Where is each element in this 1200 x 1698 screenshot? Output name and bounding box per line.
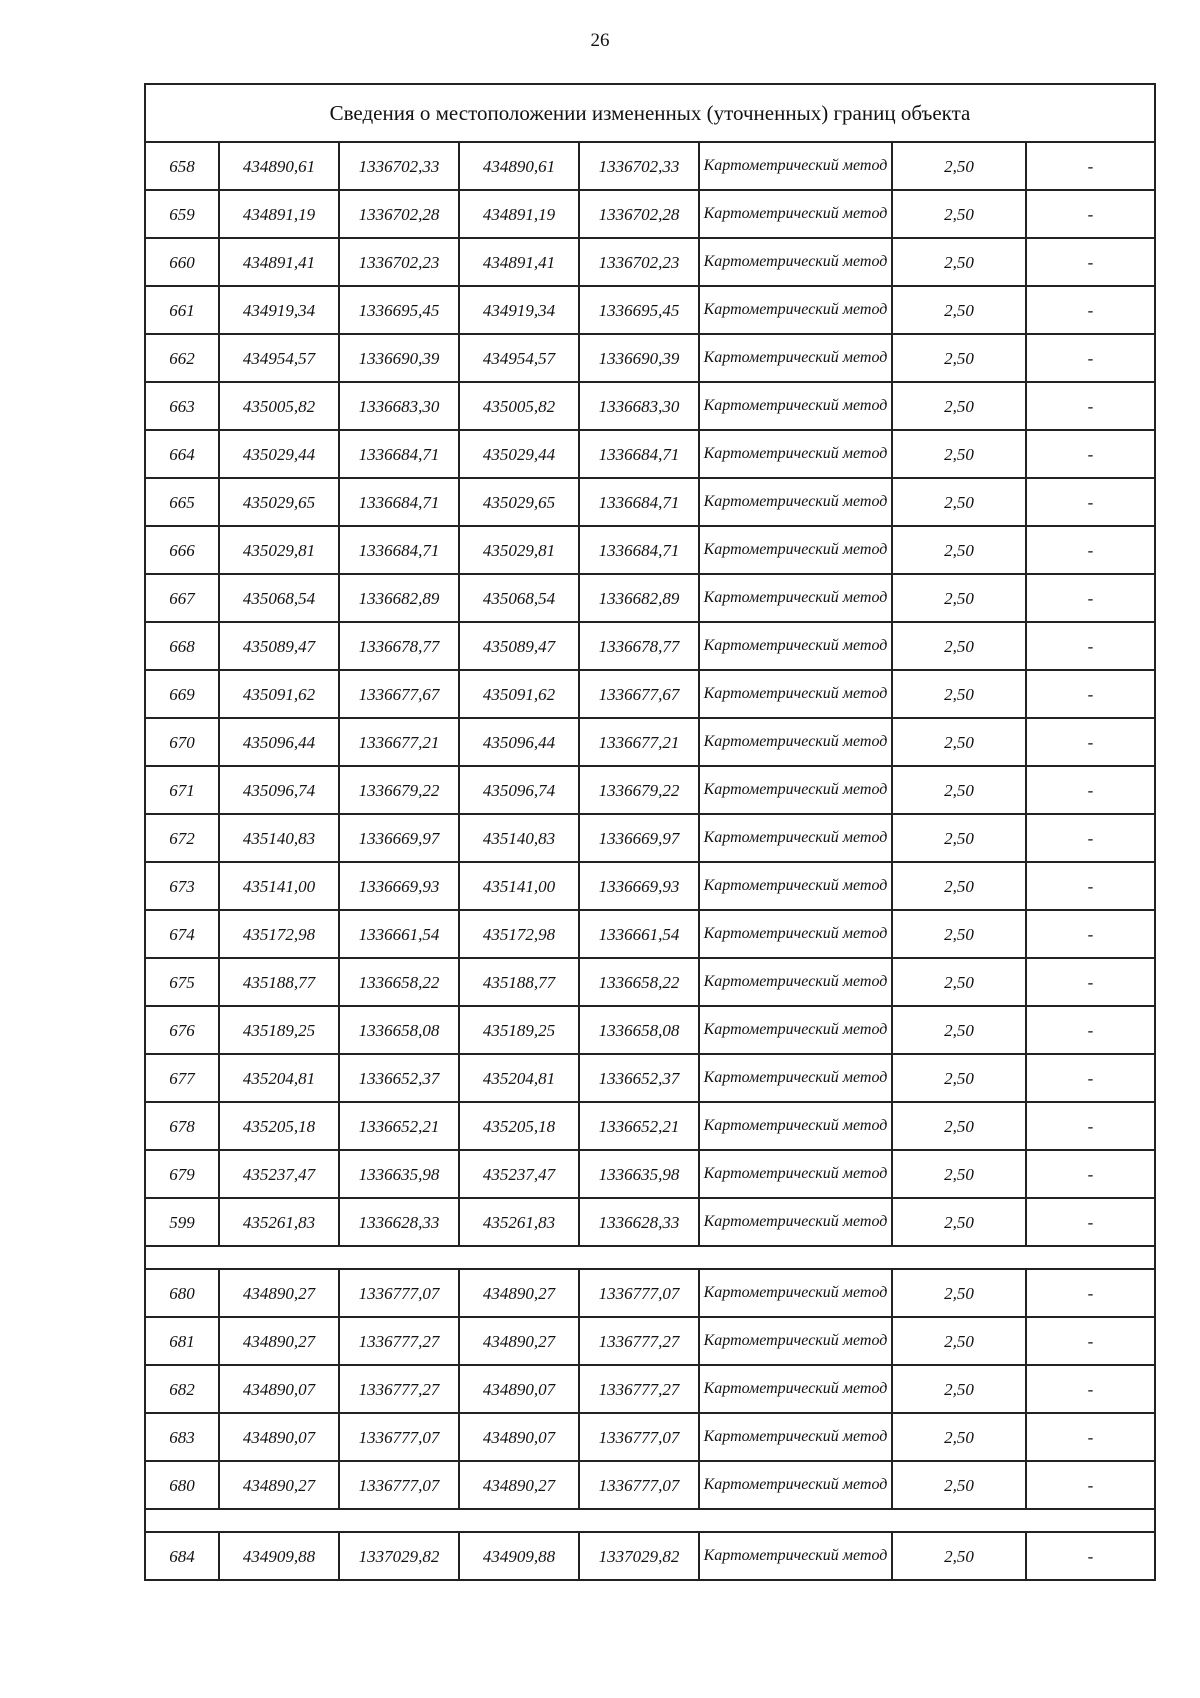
method-cell: Картометрический метод [699,1461,892,1509]
existing-x-cell: 434891,19 [219,190,339,238]
existing-y-cell: 1336628,33 [339,1198,459,1246]
method-cell: Картометрический метод [699,1413,892,1461]
point-number-cell: 675 [145,958,219,1006]
refined-y-cell: 1336777,27 [579,1365,699,1413]
existing-y-cell: 1336777,07 [339,1461,459,1509]
table-row [145,1461,1155,1509]
existing-y-cell: 1336658,22 [339,958,459,1006]
refined-y-cell: 1336777,07 [579,1461,699,1509]
existing-x-cell: 434890,27 [219,1269,339,1317]
point-number-cell: 665 [145,478,219,526]
table-row [145,478,1155,526]
existing-x-cell: 435096,44 [219,718,339,766]
existing-y-cell: 1336669,97 [339,814,459,862]
method-cell: Картометрический метод [699,1532,892,1580]
existing-x-cell: 434890,07 [219,1413,339,1461]
refined-x-cell: 434891,19 [459,190,579,238]
method-cell: Картометрический метод [699,718,892,766]
table-row [145,622,1155,670]
existing-y-cell: 1336652,37 [339,1054,459,1102]
refined-x-cell: 435140,83 [459,814,579,862]
description-cell: - [1026,1054,1155,1102]
table-header-row [145,84,1155,142]
accuracy-cell: 2,50 [892,430,1026,478]
refined-x-cell: 435172,98 [459,910,579,958]
description-cell: - [1026,1365,1155,1413]
refined-x-cell: 435096,44 [459,718,579,766]
accuracy-cell: 2,50 [892,670,1026,718]
accuracy-cell: 2,50 [892,1198,1026,1246]
method-cell: Картометрический метод [699,430,892,478]
point-number-cell: 677 [145,1054,219,1102]
refined-x-cell: 434890,27 [459,1317,579,1365]
refined-x-cell: 435089,47 [459,622,579,670]
description-cell: - [1026,814,1155,862]
accuracy-cell: 2,50 [892,382,1026,430]
description-cell: - [1026,382,1155,430]
accuracy-cell: 2,50 [892,478,1026,526]
refined-x-cell: 434919,34 [459,286,579,334]
refined-y-cell: 1336677,67 [579,670,699,718]
method-cell: Картометрический метод [699,862,892,910]
existing-x-cell: 435029,65 [219,478,339,526]
method-cell: Картометрический метод [699,1006,892,1054]
existing-x-cell: 435068,54 [219,574,339,622]
accuracy-cell: 2,50 [892,1532,1026,1580]
existing-y-cell: 1336777,07 [339,1269,459,1317]
existing-y-cell: 1336777,07 [339,1413,459,1461]
boundary-coordinates-table [144,83,1156,1581]
description-cell: - [1026,238,1155,286]
description-cell: - [1026,670,1155,718]
accuracy-cell: 2,50 [892,1054,1026,1102]
table-row [145,334,1155,382]
table-row [145,286,1155,334]
point-number-cell: 659 [145,190,219,238]
point-number-cell: 667 [145,574,219,622]
table-row [145,190,1155,238]
description-cell: - [1026,1317,1155,1365]
accuracy-cell: 2,50 [892,862,1026,910]
refined-y-cell: 1337029,82 [579,1532,699,1580]
accuracy-cell: 2,50 [892,1006,1026,1054]
point-number-cell: 663 [145,382,219,430]
existing-x-cell: 435141,00 [219,862,339,910]
point-number-cell: 681 [145,1317,219,1365]
existing-y-cell: 1336683,30 [339,382,459,430]
refined-y-cell: 1336777,27 [579,1317,699,1365]
table-title: Сведения о местоположении измененных (уточненных) границ объекта [145,84,1155,142]
description-cell: - [1026,478,1155,526]
refined-y-cell: 1336661,54 [579,910,699,958]
point-number-cell: 678 [145,1102,219,1150]
refined-y-cell: 1336777,07 [579,1413,699,1461]
point-number-cell: 664 [145,430,219,478]
refined-y-cell: 1336658,08 [579,1006,699,1054]
point-number-cell: 662 [145,334,219,382]
existing-y-cell: 1336695,45 [339,286,459,334]
group-separator-cell [145,1509,1155,1532]
refined-x-cell: 434890,27 [459,1269,579,1317]
refined-x-cell: 435261,83 [459,1198,579,1246]
method-cell: Картометрический метод [699,526,892,574]
existing-x-cell: 435205,18 [219,1102,339,1150]
point-number-cell: 673 [145,862,219,910]
description-cell: - [1026,334,1155,382]
refined-y-cell: 1336679,22 [579,766,699,814]
existing-x-cell: 435140,83 [219,814,339,862]
refined-y-cell: 1336658,22 [579,958,699,1006]
existing-y-cell: 1336682,89 [339,574,459,622]
table-row [145,910,1155,958]
existing-x-cell: 434890,07 [219,1365,339,1413]
point-number-cell: 666 [145,526,219,574]
accuracy-cell: 2,50 [892,574,1026,622]
refined-x-cell: 434954,57 [459,334,579,382]
refined-y-cell: 1336652,21 [579,1102,699,1150]
point-number-cell: 658 [145,142,219,190]
table-body [145,84,1155,1580]
table-row [145,1365,1155,1413]
description-cell: - [1026,862,1155,910]
existing-x-cell: 434919,34 [219,286,339,334]
refined-x-cell: 435205,18 [459,1102,579,1150]
refined-y-cell: 1336777,07 [579,1269,699,1317]
method-cell: Картометрический метод [699,1317,892,1365]
refined-x-cell: 435029,65 [459,478,579,526]
description-cell: - [1026,1006,1155,1054]
point-number-cell: 668 [145,622,219,670]
accuracy-cell: 2,50 [892,1413,1026,1461]
refined-y-cell: 1336702,33 [579,142,699,190]
table-row [145,382,1155,430]
description-cell: - [1026,526,1155,574]
accuracy-cell: 2,50 [892,958,1026,1006]
existing-y-cell: 1336777,27 [339,1365,459,1413]
accuracy-cell: 2,50 [892,1102,1026,1150]
point-number-cell: 683 [145,1413,219,1461]
table-row [145,238,1155,286]
table-row [145,574,1155,622]
description-cell: - [1026,958,1155,1006]
table-row [145,1532,1155,1580]
existing-y-cell: 1336652,21 [339,1102,459,1150]
point-number-cell: 684 [145,1532,219,1580]
accuracy-cell: 2,50 [892,910,1026,958]
existing-x-cell: 435204,81 [219,1054,339,1102]
refined-y-cell: 1336635,98 [579,1150,699,1198]
description-cell: - [1026,1413,1155,1461]
existing-y-cell: 1336635,98 [339,1150,459,1198]
refined-x-cell: 435068,54 [459,574,579,622]
existing-y-cell: 1336661,54 [339,910,459,958]
method-cell: Картометрический метод [699,622,892,670]
existing-y-cell: 1336677,21 [339,718,459,766]
description-cell: - [1026,1150,1155,1198]
existing-x-cell: 434890,61 [219,142,339,190]
method-cell: Картометрический метод [699,1198,892,1246]
accuracy-cell: 2,50 [892,334,1026,382]
table-row [145,526,1155,574]
description-cell: - [1026,286,1155,334]
existing-x-cell: 435188,77 [219,958,339,1006]
accuracy-cell: 2,50 [892,814,1026,862]
refined-x-cell: 435029,44 [459,430,579,478]
refined-y-cell: 1336683,30 [579,382,699,430]
accuracy-cell: 2,50 [892,1461,1026,1509]
point-number-cell: 679 [145,1150,219,1198]
method-cell: Картометрический метод [699,766,892,814]
refined-x-cell: 434891,41 [459,238,579,286]
point-number-cell: 669 [145,670,219,718]
accuracy-cell: 2,50 [892,1269,1026,1317]
table-row [145,670,1155,718]
method-cell: Картометрический метод [699,670,892,718]
description-cell: - [1026,718,1155,766]
method-cell: Картометрический метод [699,382,892,430]
existing-x-cell: 435189,25 [219,1006,339,1054]
table-row [145,1006,1155,1054]
table-row [145,1150,1155,1198]
group-separator-row [145,1246,1155,1269]
point-number-cell: 661 [145,286,219,334]
refined-y-cell: 1336669,93 [579,862,699,910]
existing-y-cell: 1336678,77 [339,622,459,670]
existing-y-cell: 1336777,27 [339,1317,459,1365]
method-cell: Картометрический метод [699,478,892,526]
table-row [145,718,1155,766]
refined-y-cell: 1336690,39 [579,334,699,382]
description-cell: - [1026,1269,1155,1317]
method-cell: Картометрический метод [699,190,892,238]
refined-x-cell: 435029,81 [459,526,579,574]
refined-x-cell: 434890,07 [459,1413,579,1461]
table-row [145,862,1155,910]
description-cell: - [1026,430,1155,478]
refined-x-cell: 435188,77 [459,958,579,1006]
existing-x-cell: 435091,62 [219,670,339,718]
method-cell: Картометрический метод [699,1269,892,1317]
description-cell: - [1026,910,1155,958]
existing-x-cell: 435261,83 [219,1198,339,1246]
method-cell: Картометрический метод [699,238,892,286]
point-number-cell: 670 [145,718,219,766]
existing-y-cell: 1336679,22 [339,766,459,814]
table-row [145,1054,1155,1102]
existing-y-cell: 1336684,71 [339,478,459,526]
existing-y-cell: 1336669,93 [339,862,459,910]
point-number-cell: 676 [145,1006,219,1054]
refined-y-cell: 1336682,89 [579,574,699,622]
description-cell: - [1026,1198,1155,1246]
refined-x-cell: 434890,61 [459,142,579,190]
method-cell: Картометрический метод [699,334,892,382]
existing-y-cell: 1336690,39 [339,334,459,382]
refined-y-cell: 1336628,33 [579,1198,699,1246]
existing-x-cell: 434890,27 [219,1461,339,1509]
table-row [145,1102,1155,1150]
method-cell: Картометрический метод [699,958,892,1006]
description-cell: - [1026,142,1155,190]
point-number-cell: 680 [145,1269,219,1317]
existing-x-cell: 434954,57 [219,334,339,382]
refined-x-cell: 435141,00 [459,862,579,910]
description-cell: - [1026,622,1155,670]
table-row [145,1317,1155,1365]
method-cell: Картометрический метод [699,814,892,862]
existing-y-cell: 1336702,23 [339,238,459,286]
existing-x-cell: 435237,47 [219,1150,339,1198]
table-row [145,766,1155,814]
existing-x-cell: 434891,41 [219,238,339,286]
refined-x-cell: 435005,82 [459,382,579,430]
description-cell: - [1026,574,1155,622]
accuracy-cell: 2,50 [892,1365,1026,1413]
refined-y-cell: 1336678,77 [579,622,699,670]
refined-x-cell: 434890,27 [459,1461,579,1509]
existing-x-cell: 435089,47 [219,622,339,670]
point-number-cell: 671 [145,766,219,814]
refined-x-cell: 435091,62 [459,670,579,718]
point-number-cell: 660 [145,238,219,286]
refined-x-cell: 434909,88 [459,1532,579,1580]
point-number-cell: 599 [145,1198,219,1246]
existing-x-cell: 435172,98 [219,910,339,958]
table-row [145,958,1155,1006]
method-cell: Картометрический метод [699,574,892,622]
refined-y-cell: 1336702,23 [579,238,699,286]
accuracy-cell: 2,50 [892,142,1026,190]
existing-x-cell: 434909,88 [219,1532,339,1580]
existing-x-cell: 435029,81 [219,526,339,574]
accuracy-cell: 2,50 [892,1317,1026,1365]
page-number: 26 [590,30,610,51]
table-row [145,142,1155,190]
refined-y-cell: 1336684,71 [579,478,699,526]
refined-x-cell: 435189,25 [459,1006,579,1054]
accuracy-cell: 2,50 [892,238,1026,286]
description-cell: - [1026,190,1155,238]
description-cell: - [1026,1461,1155,1509]
accuracy-cell: 2,50 [892,766,1026,814]
table-row [145,1198,1155,1246]
table-row [145,430,1155,478]
accuracy-cell: 2,50 [892,622,1026,670]
existing-x-cell: 435029,44 [219,430,339,478]
refined-y-cell: 1336702,28 [579,190,699,238]
existing-y-cell: 1336702,28 [339,190,459,238]
table-row [145,1269,1155,1317]
refined-y-cell: 1336684,71 [579,430,699,478]
table-row [145,814,1155,862]
group-separator-cell [145,1246,1155,1269]
refined-y-cell: 1336695,45 [579,286,699,334]
existing-y-cell: 1336684,71 [339,430,459,478]
method-cell: Картометрический метод [699,142,892,190]
method-cell: Картометрический метод [699,1102,892,1150]
accuracy-cell: 2,50 [892,718,1026,766]
accuracy-cell: 2,50 [892,526,1026,574]
existing-x-cell: 434890,27 [219,1317,339,1365]
existing-y-cell: 1336658,08 [339,1006,459,1054]
method-cell: Картометрический метод [699,1365,892,1413]
existing-y-cell: 1336677,67 [339,670,459,718]
existing-y-cell: 1337029,82 [339,1532,459,1580]
description-cell: - [1026,1532,1155,1580]
method-cell: Картометрический метод [699,1150,892,1198]
refined-x-cell: 434890,07 [459,1365,579,1413]
existing-x-cell: 435096,74 [219,766,339,814]
point-number-cell: 682 [145,1365,219,1413]
description-cell: - [1026,1102,1155,1150]
refined-x-cell: 435204,81 [459,1054,579,1102]
existing-y-cell: 1336684,71 [339,526,459,574]
table-row [145,1413,1155,1461]
point-number-cell: 672 [145,814,219,862]
refined-x-cell: 435237,47 [459,1150,579,1198]
refined-y-cell: 1336684,71 [579,526,699,574]
method-cell: Картометрический метод [699,1054,892,1102]
existing-y-cell: 1336702,33 [339,142,459,190]
group-separator-row [145,1509,1155,1532]
existing-x-cell: 435005,82 [219,382,339,430]
accuracy-cell: 2,50 [892,190,1026,238]
description-cell: - [1026,766,1155,814]
point-number-cell: 680 [145,1461,219,1509]
refined-y-cell: 1336677,21 [579,718,699,766]
accuracy-cell: 2,50 [892,286,1026,334]
refined-y-cell: 1336652,37 [579,1054,699,1102]
point-number-cell: 674 [145,910,219,958]
accuracy-cell: 2,50 [892,1150,1026,1198]
refined-y-cell: 1336669,97 [579,814,699,862]
method-cell: Картометрический метод [699,286,892,334]
method-cell: Картометрический метод [699,910,892,958]
refined-x-cell: 435096,74 [459,766,579,814]
